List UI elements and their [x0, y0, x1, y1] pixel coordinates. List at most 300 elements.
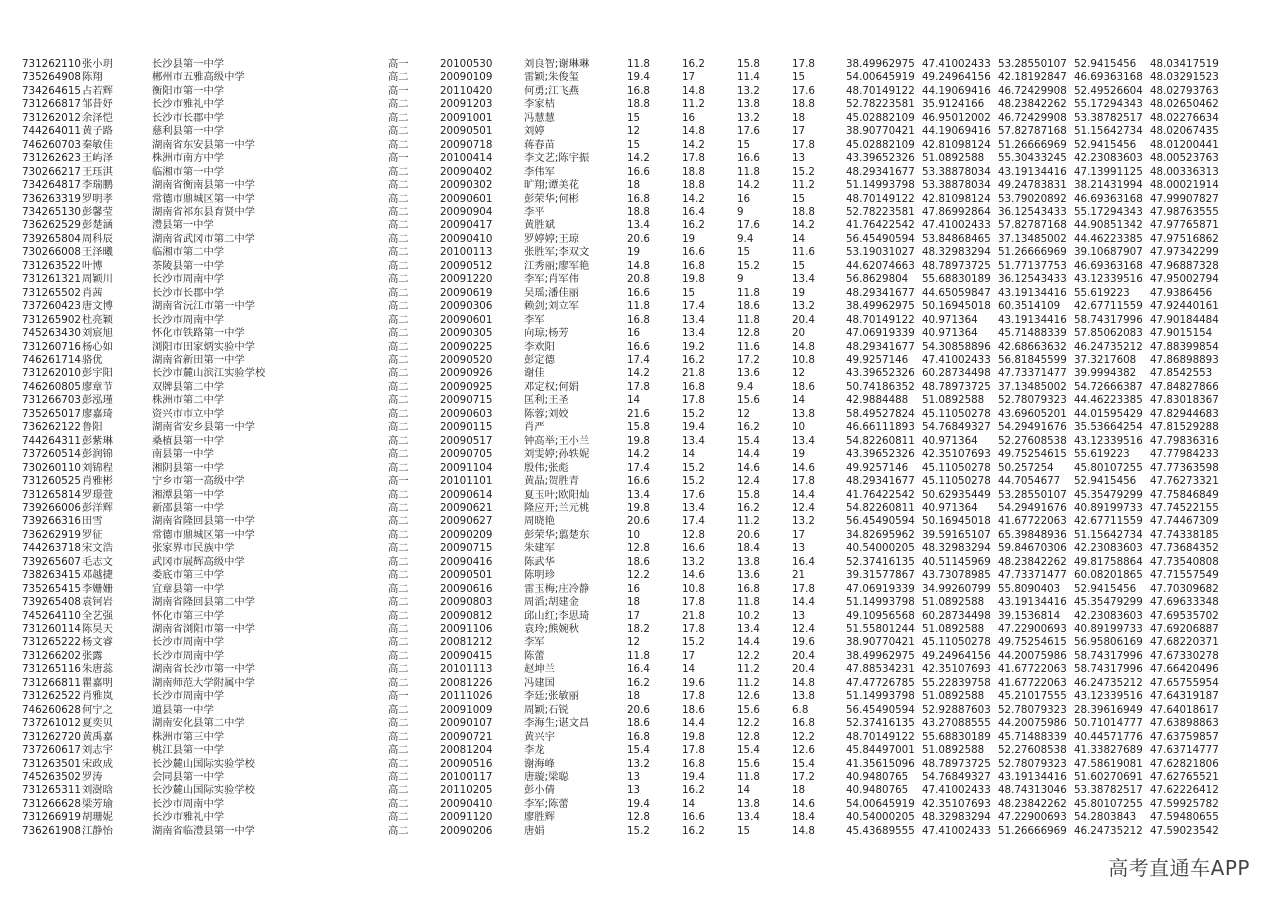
- table-row: [22, 394, 1225, 407]
- cell-teacher: 冯慧慧: [524, 111, 555, 124]
- cell-school: 湖南省长沙市第一中学: [152, 663, 255, 676]
- cell-score-1: 15: [627, 111, 641, 124]
- cell-grade: 高二: [388, 300, 409, 313]
- cell-std-score-1: 54.82260811: [846, 501, 915, 514]
- cell-teacher: 陈蕾: [524, 649, 545, 662]
- cell-std-score-2: 46.95012002: [922, 111, 991, 124]
- cell-student-id: 730266008: [22, 246, 81, 259]
- table-row: [22, 260, 1225, 273]
- cell-score-2: 18.8: [682, 179, 705, 192]
- cell-school: 长沙市周南中学: [152, 636, 225, 649]
- cell-student-id: 731266703: [22, 394, 81, 407]
- cell-teacher: 朱建军: [524, 542, 555, 555]
- cell-std-score-2: 47.41002433: [922, 58, 991, 70]
- cell-teacher: 黄兴宇: [524, 730, 555, 743]
- cell-student-name: 刘志宇: [82, 744, 113, 757]
- cell-std-score-2: 50.16945018: [922, 300, 991, 313]
- cell-score-3: 13.4: [737, 623, 760, 636]
- cell-std-score-1: 51.14993798: [846, 690, 915, 703]
- cell-total-score: 47.62765521: [1150, 771, 1219, 784]
- cell-std-score-4: 46.24735212: [1074, 676, 1143, 689]
- cell-grade: 高二: [388, 649, 409, 662]
- cell-std-score-3: 37.13485002: [998, 380, 1067, 393]
- cell-std-score-4: 54.2803843: [1074, 811, 1137, 824]
- cell-score-2: 17.4: [682, 300, 705, 313]
- cell-teacher: 李欢阳: [524, 340, 555, 353]
- cell-total-score: 47.62226412: [1150, 784, 1219, 797]
- cell-std-score-1: 48.70149122: [846, 192, 915, 205]
- cell-teacher: 赵坤兰: [524, 663, 555, 676]
- cell-std-score-2: 44.65059847: [922, 286, 991, 299]
- cell-std-score-2: 48.78973725: [922, 380, 991, 393]
- cell-score-4: 10.8: [792, 353, 815, 366]
- cell-student-name: 骆优: [82, 353, 103, 366]
- cell-score-1: 19.4: [627, 71, 650, 84]
- cell-birth-date: 20090926: [440, 367, 493, 380]
- cell-total-score: 48.00523763: [1150, 152, 1219, 165]
- table-row: [22, 112, 1225, 125]
- cell-score-4: 14.6: [792, 461, 815, 474]
- cell-score-1: 16.8: [627, 730, 650, 743]
- table-row: [22, 811, 1225, 824]
- cell-school: 南县第一中学: [152, 448, 214, 461]
- cell-school: 长沙市长郡中学: [152, 286, 225, 299]
- cell-school: 双牌县第二中学: [152, 380, 225, 393]
- cell-teacher: 李文艺;陈宇振: [524, 152, 590, 165]
- cell-grade: 高二: [388, 111, 409, 124]
- cell-teacher: 张胜军;李双文: [524, 246, 590, 259]
- cell-score-1: 16.4: [627, 663, 650, 676]
- cell-std-score-1: 47.47726785: [846, 676, 915, 689]
- cell-score-4: 18.4: [792, 811, 815, 824]
- cell-student-name: 刘宸旭: [82, 327, 113, 340]
- cell-score-3: 20.6: [737, 528, 760, 541]
- table-row: [22, 596, 1225, 609]
- cell-teacher: 李军: [524, 313, 545, 326]
- cell-score-2: 17: [682, 649, 696, 662]
- cell-score-2: 17.8: [682, 394, 705, 407]
- table-row: [22, 139, 1225, 152]
- cell-score-1: 18: [627, 179, 641, 192]
- cell-grade: 高二: [388, 555, 409, 568]
- cell-score-4: 19: [792, 286, 806, 299]
- cell-std-score-4: 43.12339516: [1074, 273, 1143, 286]
- cell-student-name: 黄禹嘉: [82, 730, 113, 743]
- cell-score-2: 19.4: [682, 771, 705, 784]
- table-row: [22, 744, 1225, 757]
- cell-student-name: 李瑞鹏: [82, 179, 113, 192]
- cell-std-score-2: 45.11050278: [922, 636, 991, 649]
- cell-std-score-2: 40.51145969: [922, 555, 991, 568]
- cell-score-4: 18: [792, 784, 806, 797]
- cell-student-id: 730260110: [22, 461, 81, 474]
- cell-std-score-1: 54.82260811: [846, 434, 915, 447]
- cell-score-1: 16.6: [627, 475, 650, 488]
- cell-std-score-1: 54.00645919: [846, 797, 915, 810]
- cell-grade: 高二: [388, 340, 409, 353]
- cell-score-1: 16.8: [627, 192, 650, 205]
- cell-student-name: 王珏淇: [82, 165, 113, 178]
- cell-student-id: 731266811: [22, 676, 81, 689]
- cell-score-2: 11.2: [682, 98, 705, 111]
- table-row: [22, 690, 1225, 703]
- cell-total-score: 47.84827866: [1150, 380, 1219, 393]
- cell-student-id: 736262919: [22, 528, 81, 541]
- cell-score-3: 15.2: [737, 259, 760, 272]
- cell-student-id: 731266202: [22, 649, 81, 662]
- cell-student-id: 731265311: [22, 784, 81, 797]
- table-row: [22, 206, 1225, 219]
- cell-std-score-4: 45.35479299: [1074, 596, 1143, 609]
- cell-student-id: 739265607: [22, 555, 81, 568]
- cell-student-name: 全艺强: [82, 609, 113, 622]
- cell-score-3: 11.4: [737, 71, 760, 84]
- cell-student-id: 736262529: [22, 219, 81, 232]
- cell-score-2: 16.6: [682, 542, 705, 555]
- cell-score-3: 16.2: [737, 501, 760, 514]
- cell-std-score-3: 43.19134416: [998, 313, 1067, 326]
- table-row: [22, 152, 1225, 165]
- cell-std-score-4: 46.69363168: [1074, 192, 1143, 205]
- cell-std-score-1: 43.39652326: [846, 367, 915, 380]
- cell-std-score-4: 44.01595429: [1074, 407, 1143, 420]
- cell-total-score: 47.92440161: [1150, 300, 1219, 313]
- cell-birth-date: 20091104: [440, 461, 493, 474]
- table-row: [22, 71, 1225, 84]
- cell-std-score-3: 43.69605201: [998, 407, 1067, 420]
- cell-grade: 高一: [388, 475, 409, 488]
- cell-teacher: 袁玲;熊婉秋: [524, 623, 579, 636]
- cell-grade: 高二: [388, 313, 409, 326]
- cell-student-name: 占若辉: [82, 84, 113, 97]
- cell-student-id: 731262720: [22, 730, 81, 743]
- cell-score-2: 15.2: [682, 407, 705, 420]
- cell-score-3: 12.2: [737, 649, 760, 662]
- cell-score-3: 18.4: [737, 542, 760, 555]
- cell-score-4: 15: [792, 71, 806, 84]
- cell-school: 湖南省武冈市第二中学: [152, 232, 255, 245]
- cell-school: 湖南省东安县第一中学: [152, 138, 255, 151]
- cell-std-score-2: 42.35107693: [922, 797, 991, 810]
- cell-score-2: 18.8: [682, 165, 705, 178]
- cell-score-1: 16.8: [627, 313, 650, 326]
- cell-student-name: 罗璟萱: [82, 488, 113, 501]
- cell-std-score-1: 48.29341677: [846, 165, 915, 178]
- cell-student-name: 宋政成: [82, 757, 113, 770]
- cell-student-id: 737260514: [22, 448, 81, 461]
- cell-birth-date: 20110205: [440, 784, 493, 797]
- cell-birth-date: 20090718: [440, 138, 493, 151]
- cell-total-score: 48.00336313: [1150, 165, 1219, 178]
- cell-teacher: 钟高举;王小兰: [524, 434, 590, 447]
- table-row: [22, 314, 1225, 327]
- cell-score-3: 16.6: [737, 152, 760, 165]
- cell-std-score-2: 54.30858896: [922, 340, 991, 353]
- cell-student-name: 毛志文: [82, 555, 113, 568]
- cell-total-score: 47.69206887: [1150, 623, 1219, 636]
- cell-student-name: 邓越捷: [82, 569, 113, 582]
- cell-grade: 高一: [388, 690, 409, 703]
- cell-teacher: 唐娟: [524, 824, 545, 837]
- cell-std-score-1: 49.10956568: [846, 609, 915, 622]
- cell-school: 怀化市铁路第一中学: [152, 327, 245, 340]
- cell-grade: 高二: [388, 636, 409, 649]
- cell-std-score-1: 47.06919339: [846, 327, 915, 340]
- table-row: [22, 273, 1225, 286]
- cell-std-score-1: 41.35615096: [846, 757, 915, 770]
- cell-student-id: 736262122: [22, 421, 81, 434]
- table-row: [22, 529, 1225, 542]
- cell-teacher: 谢海峰: [524, 757, 555, 770]
- cell-student-id: 731265902: [22, 313, 81, 326]
- cell-birth-date: 20090516: [440, 757, 493, 770]
- cell-student-id: 735264908: [22, 71, 81, 84]
- cell-std-score-1: 48.70149122: [846, 730, 915, 743]
- cell-std-score-2: 40.971364: [922, 434, 978, 447]
- cell-std-score-2: 60.28734498: [922, 609, 991, 622]
- cell-std-score-1: 48.29341677: [846, 475, 915, 488]
- cell-score-2: 15: [682, 286, 696, 299]
- cell-student-name: 彭宇阳: [82, 367, 113, 380]
- cell-std-score-4: 44.46223385: [1074, 394, 1143, 407]
- cell-score-1: 18: [627, 690, 641, 703]
- table-row: [22, 784, 1225, 797]
- cell-student-name: 周科辰: [82, 232, 113, 245]
- cell-score-3: 13.8: [737, 555, 760, 568]
- cell-birth-date: 20090109: [440, 71, 493, 84]
- cell-score-1: 16.8: [627, 84, 650, 97]
- table-row: [22, 193, 1225, 206]
- cell-student-name: 彭润锦: [82, 448, 113, 461]
- cell-score-4: 18: [792, 111, 806, 124]
- cell-teacher: 李龙: [524, 744, 545, 757]
- cell-score-3: 15.4: [737, 434, 760, 447]
- cell-grade: 高二: [388, 676, 409, 689]
- cell-teacher: 李伟军: [524, 165, 555, 178]
- cell-birth-date: 20090107: [440, 717, 493, 730]
- cell-score-4: 11.2: [792, 179, 815, 192]
- cell-total-score: 47.77363598: [1150, 461, 1219, 474]
- cell-score-2: 19.4: [682, 421, 705, 434]
- cell-std-score-1: 52.37416135: [846, 717, 915, 730]
- cell-std-score-3: 59.84670306: [998, 542, 1067, 555]
- cell-birth-date: 20100530: [440, 58, 493, 70]
- cell-std-score-2: 55.22839758: [922, 676, 991, 689]
- cell-student-name: 罗征: [82, 528, 103, 541]
- cell-birth-date: 20090601: [440, 192, 493, 205]
- cell-school: 资兴市市立中学: [152, 407, 225, 420]
- cell-score-2: 13.4: [682, 501, 705, 514]
- cell-std-score-3: 48.23842262: [998, 797, 1067, 810]
- cell-student-id: 731260525: [22, 475, 81, 488]
- cell-score-2: 16: [682, 111, 696, 124]
- cell-teacher: 夏玉叶;欧阳灿: [524, 488, 590, 501]
- cell-score-1: 12.8: [627, 811, 650, 824]
- cell-grade: 高二: [388, 501, 409, 514]
- cell-birth-date: 20090721: [440, 730, 493, 743]
- cell-student-id: 731262110: [22, 58, 81, 70]
- cell-grade: 高二: [388, 434, 409, 447]
- cell-school: 临湘市第二中学: [152, 246, 225, 259]
- cell-std-score-3: 44.7054677: [998, 475, 1061, 488]
- cell-std-score-4: 39.9994382: [1074, 367, 1137, 380]
- cell-std-score-1: 58.49527824: [846, 407, 915, 420]
- cell-birth-date: 20090501: [440, 569, 493, 582]
- table-row: [22, 462, 1225, 475]
- table-row: [22, 435, 1225, 448]
- cell-teacher: 谢佳: [524, 367, 545, 380]
- cell-grade: 高二: [388, 246, 409, 259]
- cell-birth-date: 20101101: [440, 475, 493, 488]
- cell-score-1: 11.8: [627, 649, 650, 662]
- table-row: [22, 556, 1225, 569]
- cell-score-3: 11.8: [737, 771, 760, 784]
- cell-student-name: 王屿泽: [82, 152, 113, 165]
- cell-score-3: 12.6: [737, 690, 760, 703]
- cell-teacher: 李军;陈蕾: [524, 797, 569, 810]
- table-row: [22, 502, 1225, 515]
- cell-score-2: 17.8: [682, 744, 705, 757]
- cell-std-score-3: 53.79020892: [998, 192, 1067, 205]
- cell-total-score: 47.81529288: [1150, 421, 1219, 434]
- table-row: [22, 475, 1225, 488]
- cell-total-score: 48.01200441: [1150, 138, 1219, 151]
- cell-grade: 高二: [388, 71, 409, 84]
- cell-std-score-2: 51.0892588: [922, 623, 985, 636]
- cell-student-name: 何宁之: [82, 703, 113, 716]
- cell-score-1: 13: [627, 784, 641, 797]
- cell-score-1: 16.2: [627, 676, 650, 689]
- cell-total-score: 47.59023542: [1150, 824, 1219, 837]
- cell-score-4: 17.8: [792, 475, 815, 488]
- table-row: [22, 636, 1225, 649]
- cell-school: 常德市鼎城区第一中学: [152, 528, 255, 541]
- cell-grade: 高二: [388, 421, 409, 434]
- cell-std-score-2: 54.76849327: [922, 421, 991, 434]
- cell-score-1: 15: [627, 138, 641, 151]
- cell-std-score-4: 35.53664254: [1074, 421, 1143, 434]
- cell-total-score: 48.02276634: [1150, 111, 1219, 124]
- cell-std-score-3: 52.78079323: [998, 394, 1067, 407]
- cell-std-score-3: 51.26666969: [998, 138, 1067, 151]
- cell-std-score-2: 47.86992864: [922, 205, 991, 218]
- cell-score-4: 6.8: [792, 703, 809, 716]
- cell-score-4: 13.8: [792, 690, 815, 703]
- cell-std-score-4: 44.46223385: [1074, 232, 1143, 245]
- cell-teacher: 李军;肖军伟: [524, 273, 579, 286]
- cell-teacher: 陈蓉;刘姣: [524, 407, 569, 420]
- cell-score-3: 13.8: [737, 797, 760, 810]
- cell-std-score-3: 46.72429908: [998, 84, 1067, 97]
- cell-std-score-1: 49.9257146: [846, 353, 909, 366]
- cell-teacher: 邱山红;李思琦: [524, 609, 590, 622]
- cell-teacher: 刘雯婷;孙轶妮: [524, 448, 590, 461]
- cell-score-3: 16: [737, 192, 751, 205]
- cell-std-score-3: 56.81845599: [998, 353, 1067, 366]
- cell-school: 湘潭县第一中学: [152, 488, 225, 501]
- cell-student-name: 杨心如: [82, 340, 113, 353]
- cell-score-4: 13.8: [792, 407, 815, 420]
- cell-score-2: 19: [682, 232, 696, 245]
- cell-std-score-4: 47.13991125: [1074, 165, 1143, 178]
- cell-student-name: 彭紫琳: [82, 434, 113, 447]
- cell-grade: 高二: [388, 623, 409, 636]
- cell-birth-date: 20090206: [440, 824, 493, 837]
- cell-student-id: 731260114: [22, 623, 81, 636]
- cell-teacher: 彭荣华;何彬: [524, 192, 579, 205]
- cell-total-score: 47.98763555: [1150, 205, 1219, 218]
- cell-school: 衡阳市第一中学: [152, 84, 225, 97]
- cell-std-score-2: 48.32983294: [922, 811, 991, 824]
- cell-total-score: 47.74338185: [1150, 528, 1219, 541]
- cell-std-score-2: 49.24964156: [922, 71, 991, 84]
- cell-std-score-3: 43.19134416: [998, 286, 1067, 299]
- cell-score-2: 12.8: [682, 528, 705, 541]
- cell-school: 道县第一中学: [152, 703, 214, 716]
- cell-score-4: 18.8: [792, 98, 815, 111]
- cell-score-4: 20.4: [792, 313, 815, 326]
- cell-score-3: 17.6: [737, 219, 760, 232]
- cell-std-score-2: 40.971364: [922, 327, 978, 340]
- cell-birth-date: 20090619: [440, 286, 493, 299]
- cell-std-score-4: 51.15642734: [1074, 125, 1143, 138]
- cell-school: 湖南省临澧县第一中学: [152, 824, 255, 837]
- cell-student-id: 737260423: [22, 300, 81, 313]
- cell-total-score: 47.66420496: [1150, 663, 1219, 676]
- cell-score-1: 20.6: [627, 232, 650, 245]
- cell-std-score-3: 65.39848936: [998, 528, 1067, 541]
- cell-school: 长沙市麓山滨江实验学校: [152, 367, 266, 380]
- cell-teacher: 邓定权;何娟: [524, 380, 579, 393]
- cell-teacher: 刘婷: [524, 125, 545, 138]
- cell-std-score-3: 41.67722063: [998, 676, 1067, 689]
- cell-std-score-3: 47.22900693: [998, 811, 1067, 824]
- cell-birth-date: 20091001: [440, 111, 493, 124]
- cell-std-score-2: 48.32983294: [922, 246, 991, 259]
- cell-score-3: 17.6: [737, 125, 760, 138]
- cell-score-3: 13.8: [737, 98, 760, 111]
- cell-student-name: 肖雅彬: [82, 475, 113, 488]
- cell-std-score-1: 43.39652326: [846, 448, 915, 461]
- cell-birth-date: 20090302: [440, 179, 493, 192]
- table-row: [22, 300, 1225, 313]
- cell-total-score: 47.8542553: [1150, 367, 1213, 380]
- cell-student-id: 731266628: [22, 797, 81, 810]
- cell-std-score-4: 42.23083603: [1074, 542, 1143, 555]
- cell-teacher: 李海生;谌文昌: [524, 717, 590, 730]
- cell-score-2: 14.8: [682, 125, 705, 138]
- cell-student-name: 廖嘉琦: [82, 407, 113, 420]
- cell-std-score-2: 50.16945018: [922, 515, 991, 528]
- table-row: [22, 583, 1225, 596]
- cell-birth-date: 20090402: [440, 165, 493, 178]
- cell-score-3: 18.6: [737, 300, 760, 313]
- cell-std-score-1: 54.00645919: [846, 71, 915, 84]
- cell-school: 武冈市展辉高级中学: [152, 555, 245, 568]
- cell-school: 郴州市五雅高级中学: [152, 71, 245, 84]
- cell-score-3: 11.8: [737, 286, 760, 299]
- table-row: [22, 758, 1225, 771]
- cell-total-score: 47.69633348: [1150, 596, 1219, 609]
- cell-grade: 高二: [388, 407, 409, 420]
- cell-score-3: 15.6: [737, 703, 760, 716]
- cell-std-score-3: 52.27608538: [998, 434, 1067, 447]
- table-row: [22, 58, 1225, 71]
- cell-birth-date: 20091220: [440, 273, 493, 286]
- cell-school: 株洲市第三中学: [152, 730, 225, 743]
- cell-score-4: 17.8: [792, 582, 815, 595]
- score-table: [22, 58, 1225, 838]
